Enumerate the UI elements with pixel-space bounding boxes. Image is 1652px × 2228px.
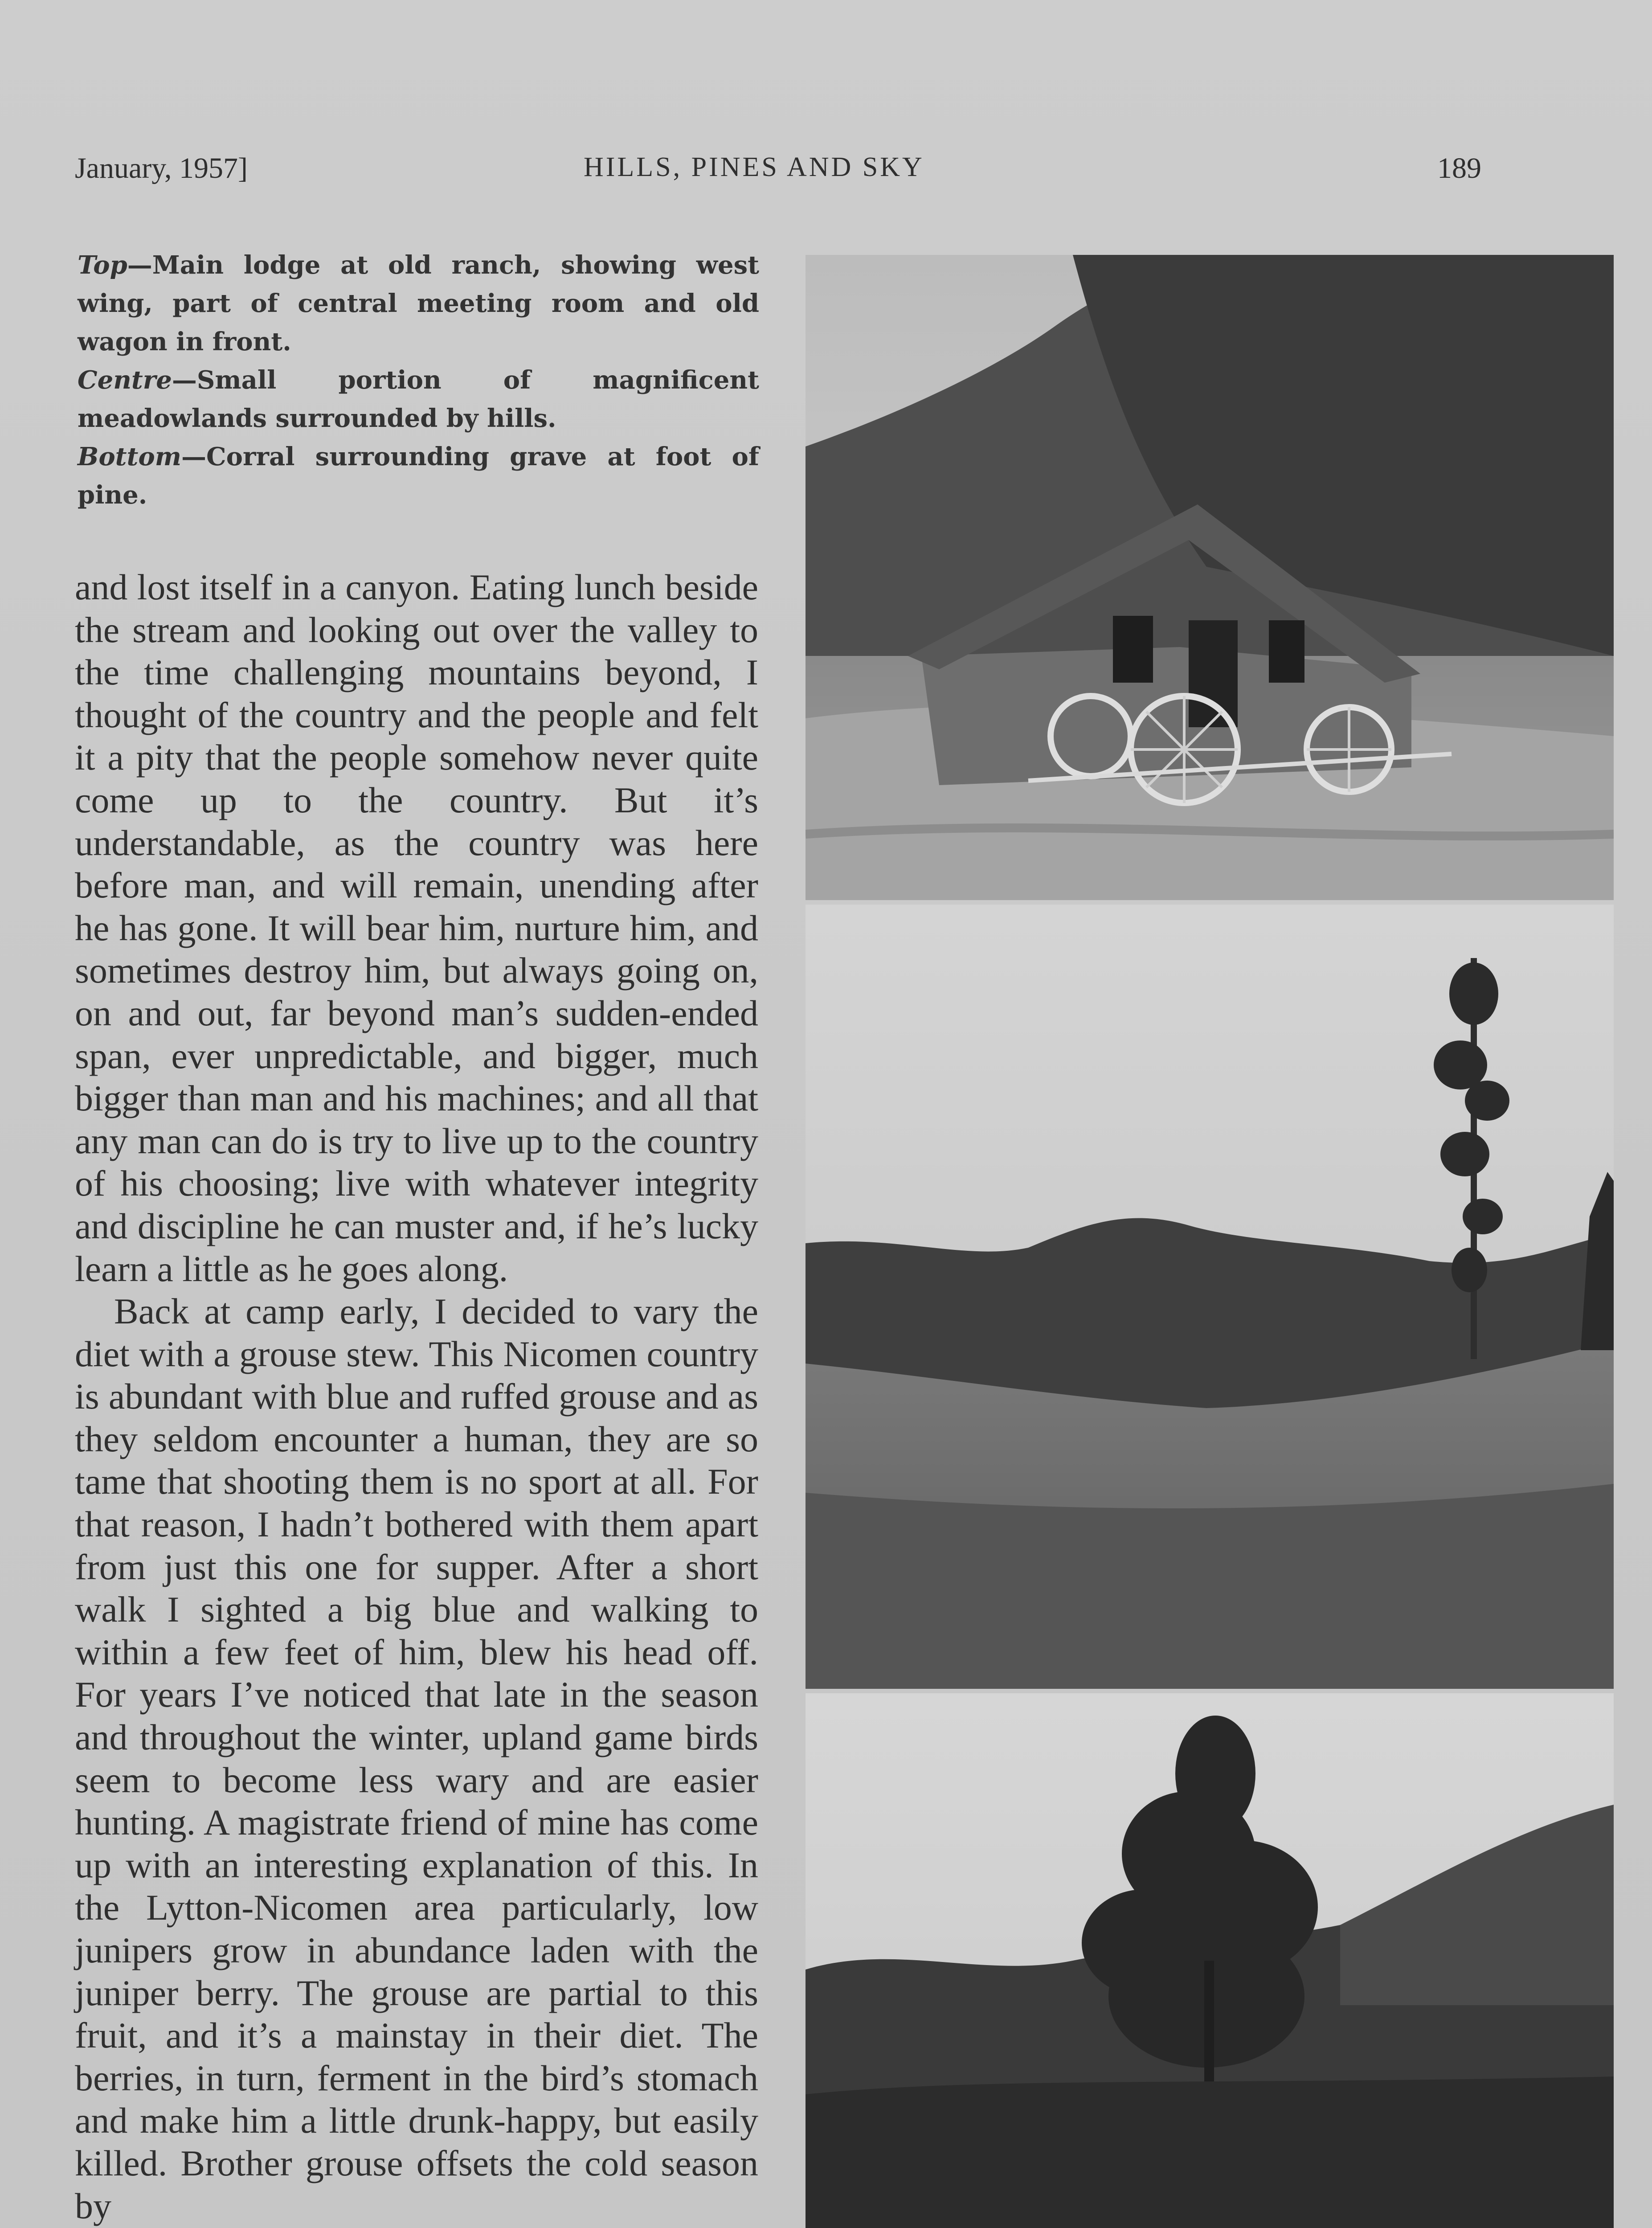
caption-bottom-label: Bottom [78,442,182,471]
photo-lodge-wagon [806,255,1614,900]
paragraph-2: Back at camp early, I decided to vary the diet with a grouse stew. This Nicomen country is abundant with blue and ruffed grouse and as they seldom encounter a human, they are so tame that shooting them is no sport at all. For that reason, I hadn’t bothered with them apart from just this one for supper. After a short walk I sighted a big blue and walking to within a few feet of him, blew his head off. For years I’ve noticed that late in the season and throughout the winter, upland game birds seem to become less wary and are easier hunting. A magistrate friend of mine has come up with an interesting explanation of this. In the Lytton-Nicomen area particularly, low junipers grow in abundance laden with the juniper berry. The grouse are partial to this fruit, and it’s a mainstay in their diet. The berries, in turn, ferment in the bird’s stomach and make him a little drunk-happy, but easily killed. Brother grouse offsets the cold season by [75,1291,758,2226]
caption-bottom [78,438,759,514]
header-date: January, 1957] [75,152,248,184]
caption-centre-label: Centre [78,365,172,395]
caption-centre-text: —Small portion of magnificent meadowlands surrounded by hills. [78,365,759,433]
photo-caption [78,246,759,514]
caption-top [78,246,759,361]
caption-bottom-text: —Corral surrounding grave at foot of pine. [78,442,759,510]
paragraph-1: and lost itself in a canyon. Eating lunch beside the stream and looking out over the valley to the time challenging mountains beyond, I thought of the country and the people and felt it a pity that the people somehow never quite come up to the country. But it’s understandable, as the country was here before man, and will remain, unending after he has gone. It will bear him, nurture him, and sometimes destroy him, but always going on, on and out, far beyond man’s sudden-ended span, ever unpredictable, and bigger, much bigger than man and his machines; and all that any man can do is try to live up to the country of his choosing; live with whatever integrity and discipline he can muster and, if he’s lucky learn a little as he goes along. [75,567,758,1289]
header-title: HILLS, PINES AND SKY [584,152,924,182]
article-body [75,566,758,2227]
page-number: 189 [1437,152,1481,184]
caption-top-text: —Main lodge at old ranch, showing west wing, part of central meeting room and old wagon in front. [78,250,759,356]
photo-meadowlands [806,905,1614,1689]
photo-corral-pine [806,1693,1614,2228]
caption-centre [78,361,759,438]
caption-top-label: Top [78,250,127,280]
